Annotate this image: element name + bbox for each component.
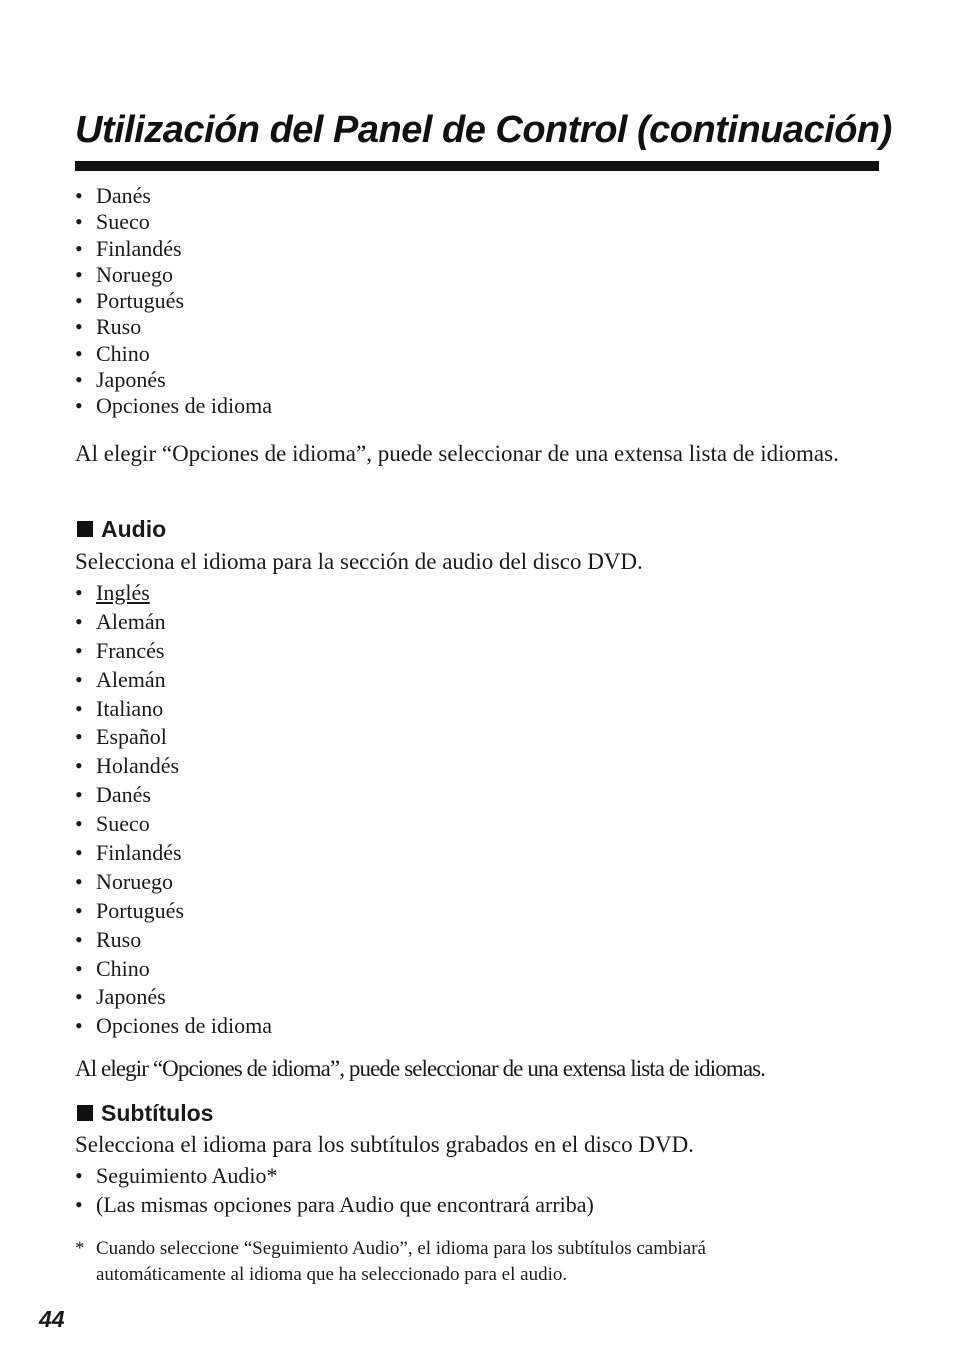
- list-item: • Alemán: [75, 665, 272, 694]
- audio-heading: [75, 514, 166, 544]
- default-option-label: Inglés: [96, 580, 150, 605]
- black-square-icon: [77, 521, 93, 537]
- audio-heading-label: Audio: [101, 516, 167, 542]
- list-item: • Español: [75, 722, 272, 751]
- language-options-paragraph: Al elegir “Opciones de idioma”, puede seleccionar de una extensa lista de idiomas.: [75, 441, 839, 466]
- title-rule: [75, 161, 879, 171]
- audio-description: Selecciona el idioma para la sección de audio del disco DVD.: [75, 549, 643, 574]
- list-item: • Chino: [75, 954, 272, 983]
- subtitles-heading: [75, 1098, 213, 1128]
- list-item: • Ruso: [75, 925, 272, 954]
- list-item: • Japonés: [75, 982, 272, 1011]
- list-item: • Alemán: [75, 607, 272, 636]
- subtitles-heading-label: Subtítulos: [101, 1100, 214, 1126]
- list-item: • Portugués: [75, 288, 272, 314]
- list-item: • Sueco: [75, 209, 272, 235]
- page-number: 44: [39, 1306, 65, 1332]
- list-item: • Japonés: [75, 367, 272, 393]
- list-item: • Ruso: [75, 314, 272, 340]
- list-item: • Noruego: [75, 262, 272, 288]
- list-item: • Finlandés: [75, 838, 272, 867]
- audio-language-list: [75, 578, 272, 1040]
- list-item: • Francés: [75, 636, 272, 665]
- list-item: • Italiano: [75, 694, 272, 723]
- page-title: Utilización del Panel de Control (continuación): [75, 109, 892, 151]
- list-item: • Noruego: [75, 867, 272, 896]
- list-item: • (Las mismas opciones para Audio que encontrará arriba): [75, 1190, 594, 1219]
- footnote: [75, 1236, 835, 1288]
- list-item: • Seguimiento Audio*: [75, 1161, 594, 1190]
- footnote-marker: *: [75, 1238, 85, 1259]
- subtitles-option-list: [75, 1161, 594, 1219]
- list-item-default: [75, 578, 272, 607]
- list-item: • Sueco: [75, 809, 272, 838]
- footnote-text: Cuando seleccione “Seguimiento Audio”, el idioma para los subtítulos cambiará automáticamente al idioma que ha seleccionado para el audio.: [96, 1238, 706, 1285]
- list-item: • Chino: [75, 341, 272, 367]
- list-item: • Holandés: [75, 751, 272, 780]
- list-item: • Opciones de idioma: [75, 1011, 272, 1040]
- list-item: • Danés: [75, 780, 272, 809]
- list-item: • Finlandés: [75, 236, 272, 262]
- audio-note: Al elegir “Opciones de idioma”, puede seleccionar de una extensa lista de idiomas.: [75, 1056, 766, 1081]
- language-list-continued: [75, 183, 272, 420]
- black-square-icon: [77, 1105, 93, 1121]
- subtitles-description: Selecciona el idioma para los subtítulos grabados en el disco DVD.: [75, 1132, 694, 1157]
- list-item: • Opciones de idioma: [75, 393, 272, 419]
- list-item: • Danés: [75, 183, 272, 209]
- list-item: • Portugués: [75, 896, 272, 925]
